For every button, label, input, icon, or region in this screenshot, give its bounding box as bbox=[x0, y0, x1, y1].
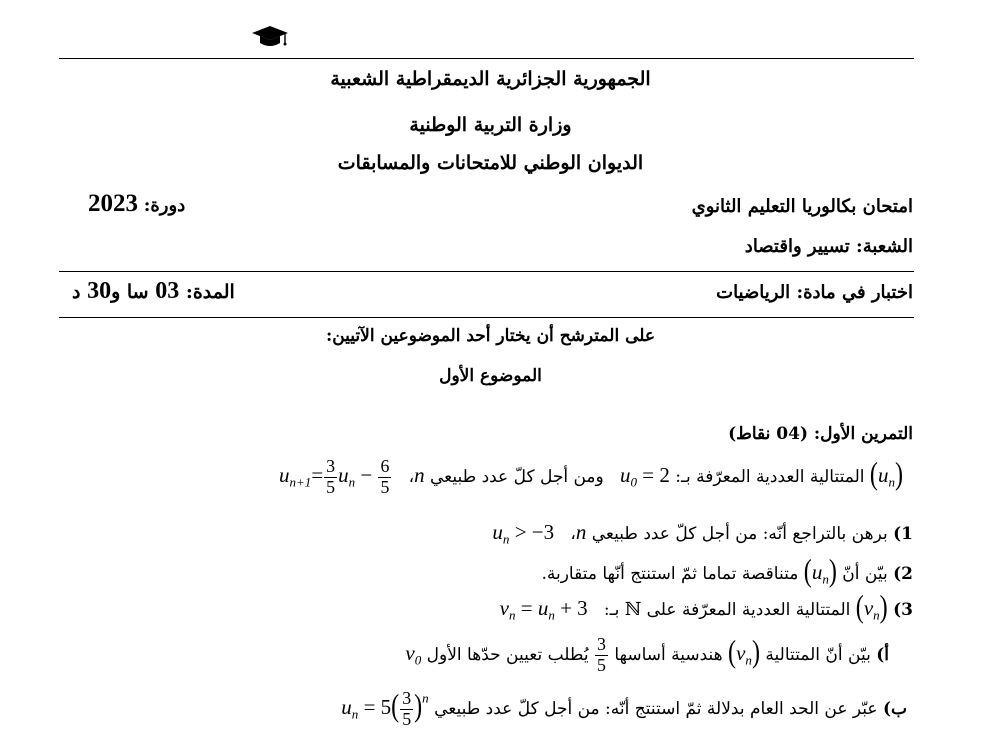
q1-n: n bbox=[575, 520, 587, 544]
question-2 bbox=[541, 553, 913, 589]
branch-line bbox=[745, 236, 913, 257]
q2-text-b: متناقصة تماما ثمّ استنتج أنّها متقاربة. bbox=[541, 564, 799, 584]
exercise-title bbox=[728, 424, 913, 444]
topic-title: الموضوع الأول bbox=[439, 366, 542, 386]
subject-line bbox=[716, 282, 913, 303]
exercise-points: (04 نقاط) bbox=[728, 424, 808, 444]
duration-minutes: 30 bbox=[87, 278, 112, 304]
duration-hours: 03 bbox=[155, 278, 180, 304]
q1-text: برهن بالتراجع أنّه: من أجل كلّ عدد طبيعي bbox=[591, 524, 888, 544]
qa-text-a: بيّن أنّ المتتالية bbox=[765, 645, 871, 666]
q3-number: 3) bbox=[893, 600, 913, 620]
intro-text: المتتالية العددية المعرّفة بـ: bbox=[675, 467, 865, 488]
choose-instruction: على المترشح أن يختار أحد الموضوعين الآتيين: bbox=[325, 326, 656, 346]
exercise-label: التمرين الأول: bbox=[813, 424, 913, 444]
qb-text: عبّر عن الحد العام بدلالة ثمّ استنتج أنّه: من أجل كلّ عدد طبيعي bbox=[434, 699, 878, 720]
branch-label: الشعبة: bbox=[856, 236, 913, 257]
u-n-symbol: $(u_n)$ bbox=[869, 456, 903, 493]
naturals-symbol: ℕ bbox=[624, 599, 642, 620]
duration-line bbox=[72, 278, 235, 305]
qb-formula: $u_n = 5$( $\frac{3}{5}$ )$^n$ bbox=[336, 688, 429, 729]
republic-title: الجمهورية الجزائرية الديمقراطية الشعبية bbox=[330, 68, 651, 90]
mid-rule-1 bbox=[59, 271, 914, 272]
recurrence-formula: $u_{n+1}=$ $\frac{3}{5}$ $u_n$ − $\frac{6}{5}$ bbox=[279, 456, 390, 497]
question-3b bbox=[336, 690, 907, 729]
subject-value: الرياضيات bbox=[716, 282, 791, 303]
qa-text-c: يُطلب تعيين حدّها الأول bbox=[426, 645, 589, 666]
question-1: 1) برهن بالتراجع أنّه: من أجل كلّ عدد طبيعي n، $u_n > -3$ bbox=[492, 520, 913, 547]
qa-number: أ) bbox=[876, 645, 889, 666]
q1-inequality: $u_n > -3$ bbox=[492, 520, 555, 547]
q3-v-n: $(v_n)$ bbox=[855, 589, 888, 625]
v0-symbol: $v_0$ bbox=[405, 641, 422, 668]
duration-hours-unit: سا و bbox=[111, 281, 149, 303]
qb-number: ب) bbox=[882, 699, 907, 720]
q2-text-a: بيّن أنّ bbox=[842, 564, 888, 584]
sequence-definition: $(u_n)$ المتتالية العددية المعرّفة بـ: $u_0 = 2$ ومن أجل كلّ عدد طبيعي n، $u_{n+1}=$ $\frac{3}{5}$ $u_n$ − $\frac{6}{5}$ bbox=[279, 456, 903, 497]
q3-definition: $v_n = u_n + 3$ bbox=[499, 596, 588, 623]
q3-by: بـ: bbox=[603, 600, 620, 620]
q1-number: 1) bbox=[893, 524, 913, 544]
branch-value: تسيير واقتصاد bbox=[744, 236, 850, 257]
intro-and: ومن أجل كلّ عدد طبيعي bbox=[430, 467, 604, 488]
ministry-title: وزارة التربية الوطنية bbox=[409, 114, 572, 136]
subject-label: اختبار في مادة: bbox=[796, 282, 913, 303]
session-year: 2023 bbox=[88, 190, 138, 217]
mid-rule-2 bbox=[59, 317, 914, 318]
q3-text: المتتالية العددية المعرّفة على bbox=[646, 600, 851, 620]
u0-equation: $u_0 = 2$ bbox=[619, 463, 670, 490]
session-info bbox=[88, 190, 185, 218]
ratio-fraction: $\frac{3}{5}$ bbox=[596, 634, 606, 675]
duration-minutes-unit: د bbox=[72, 281, 81, 303]
question-3 bbox=[499, 589, 913, 625]
duration-label: المدة: bbox=[185, 281, 235, 303]
question-3a bbox=[405, 636, 889, 675]
q2-u-n: $(u_n)$ bbox=[803, 553, 837, 589]
top-rule bbox=[59, 58, 914, 59]
exam-title: امتحان بكالوريا التعليم الثانوي bbox=[691, 196, 913, 217]
qa-v-n: $(v_n)$ bbox=[728, 634, 760, 671]
graduation-cap-icon bbox=[251, 24, 289, 48]
qa-text-b: هندسية أساسها bbox=[614, 645, 723, 666]
q2-number: 2) bbox=[893, 564, 913, 584]
n-variable: n bbox=[414, 463, 425, 488]
session-label: دورة: bbox=[143, 195, 186, 216]
office-title: الديوان الوطني للامتحانات والمسابقات bbox=[337, 152, 644, 174]
